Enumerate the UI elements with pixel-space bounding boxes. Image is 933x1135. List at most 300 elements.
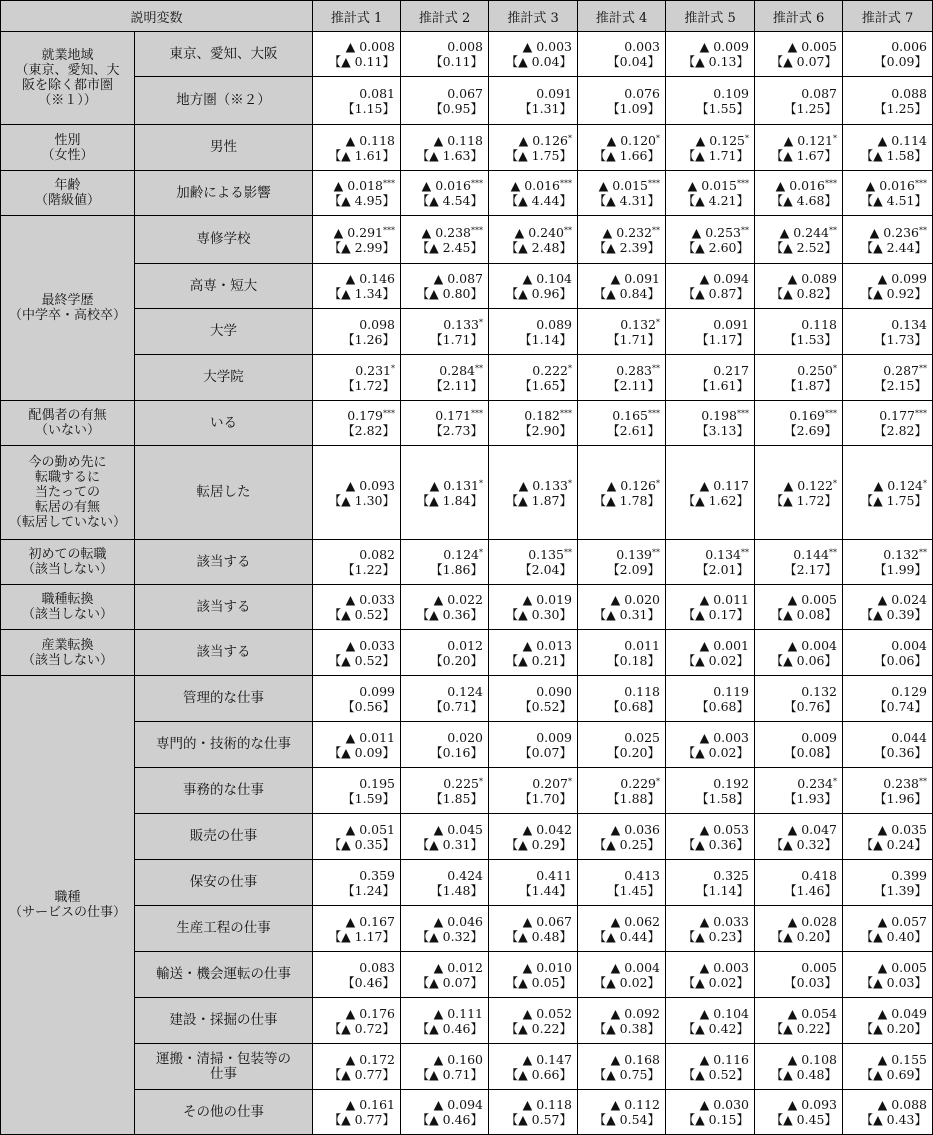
coef-cell — [755, 860, 843, 906]
coef-value: ▲ 0.033 — [345, 637, 396, 653]
t-value: 【▲ 0.72】 — [328, 1020, 396, 1036]
coef-value: 0.090 — [536, 683, 573, 699]
coef-cell — [755, 540, 843, 585]
coef-line — [401, 478, 483, 493]
coef-value: ▲ 0.232 — [602, 224, 653, 240]
coef-line — [755, 822, 837, 837]
t-value: 【▲ 1.61】 — [328, 147, 396, 163]
t-value: 【▲ 0.22】 — [505, 1020, 573, 1036]
coef-value: ▲ 0.291 — [333, 224, 384, 240]
coef-line — [843, 1052, 927, 1067]
coef-value: ▲ 0.030 — [699, 1097, 750, 1112]
coef-value: ▲ 0.049 — [877, 1005, 928, 1021]
coef-line — [666, 133, 749, 148]
table-row — [1, 401, 933, 446]
coef-cell — [666, 768, 755, 814]
coef-value: 0.083 — [359, 959, 396, 975]
t-value: 【0.56】 — [342, 698, 396, 714]
coef-cell — [313, 125, 401, 171]
coef-value: ▲ 0.089 — [787, 271, 838, 286]
t-value: 【0.11】 — [430, 54, 484, 69]
coef-cell — [578, 1090, 666, 1135]
t-value: 【▲ 1.62】 — [682, 492, 750, 508]
coef-cell — [666, 171, 755, 216]
coef-value: 0.133 — [443, 316, 480, 332]
t-value: 【0.74】 — [874, 698, 928, 714]
sig-mark: * — [479, 548, 484, 557]
t-value: 【1.93】 — [784, 790, 838, 806]
coef-cell — [843, 125, 933, 171]
coef-cell — [666, 540, 755, 585]
t-value: 【▲ 0.54】 — [593, 1112, 661, 1127]
coef-value: 0.012 — [447, 637, 484, 653]
coef-value: ▲ 0.160 — [433, 1051, 484, 1067]
t-value: 【3.13】 — [696, 423, 750, 438]
coef-line — [489, 178, 572, 193]
coef-line — [666, 86, 749, 101]
sig-mark: *** — [560, 409, 573, 418]
t-value: 【▲ 0.35】 — [328, 836, 396, 852]
coef-line — [843, 868, 927, 883]
coef-line — [755, 868, 837, 883]
coef-line — [489, 684, 572, 699]
coef-value: ▲ 0.013 — [522, 637, 573, 653]
coef-cell — [489, 814, 578, 860]
coef-value: ▲ 0.054 — [787, 1005, 838, 1021]
t-value: 【▲ 2.44】 — [860, 239, 928, 255]
coef-value: 0.225 — [443, 775, 480, 791]
coef-line — [578, 271, 660, 286]
table-row — [1, 32, 933, 77]
coef-line — [578, 1097, 660, 1112]
t-value: 【▲ 0.31】 — [593, 607, 661, 622]
coef-value: ▲ 0.161 — [345, 1097, 396, 1112]
t-value: 【▲ 0.07】 — [416, 974, 484, 990]
coef-value: 0.144 — [793, 547, 830, 562]
sig-mark: *** — [825, 409, 838, 418]
t-value: 【▲ 0.03】 — [860, 974, 928, 990]
sig-mark: * — [923, 478, 928, 488]
coef-cell — [843, 32, 933, 77]
coef-line — [755, 960, 837, 975]
variable-label: 管理的な仕事 — [135, 676, 313, 722]
coef-value: ▲ 0.104 — [699, 1005, 750, 1021]
t-value: 【1.99】 — [874, 562, 928, 577]
coef-cell — [313, 722, 401, 768]
sig-mark: ** — [919, 776, 928, 786]
coef-line — [843, 547, 927, 562]
header-model: 推計式 2 — [401, 1, 489, 32]
coef-value: ▲ 0.062 — [610, 913, 661, 929]
coef-cell — [578, 171, 666, 216]
t-value: 【1.59】 — [342, 790, 396, 806]
t-value: 【▲ 4.44】 — [505, 193, 573, 208]
coef-line — [313, 638, 395, 653]
coef-value: 0.004 — [891, 637, 928, 653]
coef-value: ▲ 0.146 — [345, 271, 396, 286]
t-value: 【▲ 1.67】 — [770, 147, 838, 163]
coef-cell — [843, 264, 933, 309]
coef-cell — [313, 998, 401, 1044]
coef-line — [313, 271, 395, 286]
t-value: 【▲ 0.09】 — [328, 744, 396, 760]
coef-value: 0.109 — [713, 85, 750, 101]
t-value: 【2.61】 — [607, 423, 661, 438]
coef-line — [489, 408, 572, 423]
coef-cell — [401, 77, 489, 125]
t-value: 【▲ 0.32】 — [770, 836, 838, 852]
coef-line — [489, 478, 572, 493]
t-value: 【▲ 1.30】 — [328, 492, 396, 508]
coef-line — [755, 178, 837, 193]
coef-cell — [313, 540, 401, 585]
coef-cell — [843, 676, 933, 722]
sig-mark: ** — [652, 548, 661, 557]
table-row — [1, 952, 933, 998]
coef-line — [666, 478, 749, 493]
t-value: 【1.85】 — [430, 790, 484, 806]
coef-line — [578, 1006, 660, 1021]
coef-line — [843, 776, 927, 791]
group-label: 性別 （女性） — [1, 125, 135, 171]
coef-cell — [578, 309, 666, 355]
coef-cell — [578, 1044, 666, 1090]
coef-cell — [666, 264, 755, 309]
header-row — [1, 1, 933, 32]
header-model: 推計式 3 — [489, 1, 578, 32]
header-model: 推計式 7 — [843, 1, 933, 32]
sig-mark: * — [656, 317, 661, 327]
t-value: 【▲ 0.20】 — [770, 928, 838, 944]
coef-value: ▲ 0.033 — [699, 913, 750, 929]
coef-line — [578, 225, 660, 240]
coef-line — [489, 547, 572, 562]
coef-value: ▲ 0.104 — [522, 271, 573, 286]
coef-value: ▲ 0.094 — [433, 1097, 484, 1112]
coef-cell — [489, 906, 578, 952]
coef-value: ▲ 0.052 — [522, 1005, 573, 1021]
sig-mark: *** — [915, 179, 928, 188]
coef-line — [401, 39, 483, 54]
coef-line — [489, 271, 572, 286]
t-value: 【0.76】 — [784, 698, 838, 714]
coef-line — [666, 1097, 749, 1112]
sig-mark: * — [479, 776, 484, 786]
coef-value: 0.250 — [797, 362, 834, 378]
coef-value: 0.124 — [447, 683, 484, 699]
coef-cell — [843, 1090, 933, 1135]
coef-cell — [313, 77, 401, 125]
coef-line — [401, 363, 483, 378]
coef-cell — [578, 768, 666, 814]
coef-value: ▲ 0.112 — [610, 1097, 661, 1112]
coef-cell — [489, 585, 578, 630]
sig-mark: *** — [737, 179, 750, 188]
coef-value: ▲ 0.122 — [783, 477, 834, 493]
coef-value: 0.005 — [801, 959, 838, 975]
sig-mark: ** — [829, 225, 838, 235]
coef-value: ▲ 0.092 — [610, 1005, 661, 1021]
t-value: 【0.71】 — [430, 698, 484, 714]
t-value: 【▲ 0.32】 — [416, 928, 484, 944]
t-value: 【1.25】 — [784, 100, 838, 116]
t-value: 【1.73】 — [874, 331, 928, 347]
coef-line — [313, 914, 395, 929]
table-body — [1, 32, 933, 1135]
table-row — [1, 722, 933, 768]
coef-cell — [313, 401, 401, 446]
t-value: 【▲ 0.36】 — [682, 836, 750, 852]
coef-line — [401, 638, 483, 653]
sig-mark: ** — [741, 548, 750, 557]
coef-cell — [401, 814, 489, 860]
coef-line — [755, 914, 837, 929]
coef-cell — [666, 814, 755, 860]
coef-value: ▲ 0.133 — [518, 477, 569, 493]
coef-value: ▲ 0.036 — [610, 821, 661, 837]
coef-value: ▲ 0.053 — [699, 821, 750, 837]
sig-mark: * — [833, 776, 838, 786]
coef-line — [313, 408, 395, 423]
coef-cell — [578, 630, 666, 676]
t-value: 【▲ 1.34】 — [328, 286, 396, 301]
coef-value: 0.087 — [801, 85, 838, 101]
coef-line — [401, 317, 483, 332]
t-value: 【▲ 0.75】 — [593, 1066, 661, 1082]
coef-cell — [666, 401, 755, 446]
t-value: 【▲ 0.17】 — [682, 607, 750, 622]
t-value: 【1.72】 — [342, 377, 396, 393]
coef-cell — [489, 32, 578, 77]
coef-cell — [755, 32, 843, 77]
coef-value: ▲ 0.003 — [522, 39, 573, 54]
t-value: 【1.14】 — [696, 882, 750, 898]
coef-line — [489, 822, 572, 837]
coef-cell — [401, 860, 489, 906]
t-value: 【0.09】 — [874, 54, 928, 69]
coef-cell — [578, 264, 666, 309]
table-row — [1, 1044, 933, 1090]
coef-value: ▲ 0.033 — [345, 592, 396, 607]
t-value: 【▲ 0.84】 — [593, 286, 661, 301]
coef-value: 0.287 — [883, 362, 920, 378]
coef-cell — [313, 860, 401, 906]
coef-cell — [489, 1090, 578, 1135]
table-row — [1, 309, 933, 355]
coef-line — [489, 868, 572, 883]
t-value: 【▲ 1.84】 — [416, 492, 484, 508]
coef-line — [489, 960, 572, 975]
coef-line — [578, 914, 660, 929]
coef-cell — [666, 125, 755, 171]
variable-label: 加齢による影響 — [135, 171, 313, 216]
coef-line — [578, 86, 660, 101]
coef-cell — [313, 32, 401, 77]
coef-cell — [578, 540, 666, 585]
coef-value: 0.124 — [443, 547, 480, 562]
coef-cell — [666, 32, 755, 77]
coef-line — [578, 39, 660, 54]
coef-line — [313, 547, 395, 562]
coef-cell — [313, 676, 401, 722]
coef-cell — [755, 952, 843, 998]
coef-line — [401, 271, 483, 286]
coef-cell — [755, 125, 843, 171]
variable-label: 地方圏（※２） — [135, 77, 313, 125]
coef-value: 0.179 — [347, 408, 384, 423]
coef-value: ▲ 0.087 — [433, 271, 484, 286]
coef-line — [489, 225, 572, 240]
sig-mark: ** — [564, 225, 573, 235]
sig-mark: ** — [652, 363, 661, 373]
variable-label: 大学 — [135, 309, 313, 355]
coef-cell — [578, 906, 666, 952]
sig-mark: *** — [737, 409, 750, 418]
t-value: 【▲ 0.25】 — [593, 836, 661, 852]
t-value: 【0.08】 — [784, 744, 838, 760]
coef-value: ▲ 0.003 — [699, 959, 750, 975]
coef-line — [843, 1097, 927, 1112]
coef-line — [755, 1006, 837, 1021]
coef-cell — [313, 630, 401, 676]
t-value: 【▲ 1.75】 — [860, 492, 928, 508]
table-row — [1, 216, 933, 264]
coef-line — [843, 271, 927, 286]
coef-value: ▲ 0.004 — [787, 637, 838, 653]
t-value: 【1.88】 — [607, 790, 661, 806]
sig-mark: *** — [471, 225, 484, 235]
variable-label: 該当する — [135, 630, 313, 676]
coef-value: ▲ 0.099 — [877, 271, 928, 286]
coef-cell — [401, 401, 489, 446]
coef-cell — [489, 401, 578, 446]
variable-label: 販売の仕事 — [135, 814, 313, 860]
coef-cell — [666, 585, 755, 630]
coef-value: ▲ 0.008 — [345, 39, 396, 54]
coef-cell — [755, 309, 843, 355]
coef-value: ▲ 0.011 — [699, 592, 750, 607]
coef-value: ▲ 0.028 — [787, 913, 838, 929]
coef-cell — [578, 722, 666, 768]
coef-value: ▲ 0.046 — [433, 913, 484, 929]
coef-value: ▲ 0.010 — [522, 959, 573, 975]
t-value: 【0.20】 — [607, 744, 661, 760]
t-value: 【▲ 0.48】 — [505, 928, 573, 944]
t-value: 【▲ 2.52】 — [770, 239, 838, 255]
coef-line — [401, 960, 483, 975]
coef-cell — [313, 906, 401, 952]
coef-cell — [313, 216, 401, 264]
sig-mark: ** — [564, 548, 573, 557]
coef-value: ▲ 0.094 — [699, 271, 750, 286]
group-label: 職種転換 （該当しない） — [1, 585, 135, 630]
coef-line — [843, 39, 927, 54]
coef-value: 0.192 — [713, 775, 750, 791]
coef-value: 0.020 — [447, 729, 484, 745]
sig-mark: ** — [741, 225, 750, 235]
coef-line — [666, 547, 749, 562]
coef-line — [666, 363, 749, 378]
coef-line — [489, 39, 572, 54]
coef-cell — [401, 540, 489, 585]
sig-mark: * — [479, 478, 484, 488]
coef-line — [666, 822, 749, 837]
coef-value: 0.009 — [536, 729, 573, 745]
coef-cell — [755, 722, 843, 768]
coef-cell — [401, 264, 489, 309]
coef-cell — [755, 216, 843, 264]
t-value: 【▲ 0.39】 — [860, 607, 928, 622]
sig-mark: * — [656, 776, 661, 786]
t-value: 【▲ 0.38】 — [593, 1020, 661, 1036]
coef-cell — [578, 952, 666, 998]
coef-value: ▲ 0.057 — [877, 913, 928, 929]
coef-cell — [489, 446, 578, 540]
t-value: 【1.45】 — [607, 882, 661, 898]
t-value: 【▲ 0.87】 — [682, 286, 750, 301]
coef-value: ▲ 0.131 — [429, 477, 480, 493]
t-value: 【1.65】 — [519, 377, 573, 393]
coef-line — [755, 776, 837, 791]
t-value: 【0.46】 — [342, 974, 396, 990]
coef-cell — [313, 768, 401, 814]
coef-line — [489, 133, 572, 148]
t-value: 【2.15】 — [874, 377, 928, 393]
coef-value: ▲ 0.172 — [345, 1051, 396, 1067]
coef-line — [755, 547, 837, 562]
coef-line — [313, 39, 395, 54]
header-explanatory-vars: 説明変数 — [1, 1, 313, 32]
t-value: 【▲ 4.31】 — [593, 193, 661, 208]
header-model: 推計式 1 — [313, 1, 401, 32]
t-value: 【▲ 1.75】 — [505, 147, 573, 163]
coef-cell — [401, 216, 489, 264]
table-row — [1, 630, 933, 676]
coef-value: ▲ 0.016 — [865, 178, 916, 193]
t-value: 【0.52】 — [519, 698, 573, 714]
coef-line — [401, 592, 483, 607]
variable-label: 男性 — [135, 125, 313, 171]
coef-line — [666, 1052, 749, 1067]
t-value: 【2.04】 — [519, 562, 573, 577]
coef-line — [755, 478, 837, 493]
coef-cell — [489, 355, 578, 401]
coef-cell — [401, 768, 489, 814]
t-value: 【1.17】 — [696, 331, 750, 347]
coef-cell — [313, 1044, 401, 1090]
coef-value: 0.418 — [801, 867, 838, 883]
coef-line — [755, 225, 837, 240]
coef-line — [313, 592, 395, 607]
table-row — [1, 768, 933, 814]
coef-cell — [666, 952, 755, 998]
coef-line — [843, 225, 927, 240]
coef-value: ▲ 0.236 — [869, 224, 920, 240]
coef-cell — [489, 998, 578, 1044]
t-value: 【▲ 1.66】 — [593, 147, 661, 163]
header-model: 推計式 5 — [666, 1, 755, 32]
coef-line — [313, 730, 395, 745]
variable-label: 事務的な仕事 — [135, 768, 313, 814]
coef-line — [843, 178, 927, 193]
coef-cell — [666, 77, 755, 125]
coef-value: 0.099 — [359, 683, 396, 699]
coef-line — [578, 776, 660, 791]
coef-line — [755, 730, 837, 745]
coef-cell — [843, 216, 933, 264]
t-value: 【▲ 1.72】 — [770, 492, 838, 508]
t-value: 【▲ 0.02】 — [682, 744, 750, 760]
